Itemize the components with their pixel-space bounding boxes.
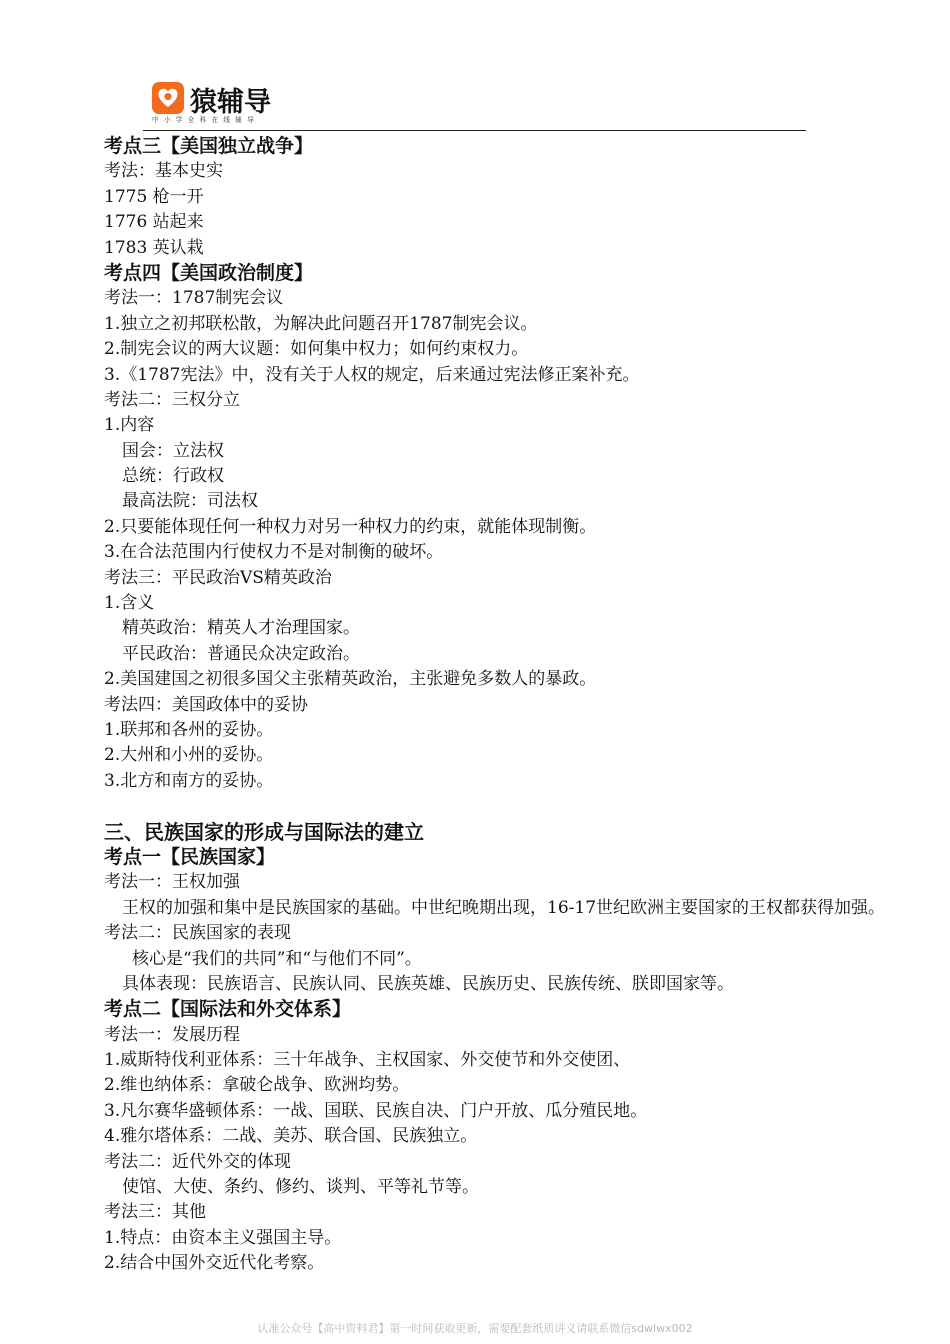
- kd2-m1-line-1: 1.威斯特伐利亚体系：三十年战争、主权国家、外交使节和外交使团、: [104, 1050, 631, 1071]
- kd1-m2-core: 核心是“我们的共同”和“与他们不同”。: [132, 948, 422, 969]
- kd2-m2-text: 使馆、大使、条约、修约、谈判、平等礼节等。: [122, 1177, 479, 1198]
- kaodian-1-heading: 考点一【民族国家】: [104, 845, 276, 868]
- m3-sub-elite: 精英政治：精英人才治理国家。: [122, 618, 360, 639]
- kd1-m2-detail: 具体表现：民族语言、民族认同、民族英雄、民族历史、民族传统、朕即国家等。: [122, 973, 734, 994]
- m3-sub-civilian: 平民政治：普通民众决定政治。: [122, 643, 360, 664]
- m2-item-1: 1.内容: [104, 415, 155, 436]
- m2-sub-president: 总统：行政权: [122, 466, 224, 487]
- brand-logo-icon: [152, 82, 184, 114]
- m1-line-1: 1.独立之初邦联松散，为解决此问题召开1787制宪会议。: [104, 313, 538, 334]
- kd1-m1-title: 考法一：王权加强: [104, 872, 240, 893]
- kd2-m1-line-3: 3.凡尔赛华盛顿体系：一战、国联、民族自决、门户开放、瓜分殖民地。: [104, 1100, 648, 1121]
- m1-line-3: 3.《1787宪法》中，没有关于人权的规定，后来通过宪法修正案补充。: [104, 364, 640, 385]
- m2-sub-court: 最高法院：司法权: [122, 491, 258, 512]
- m2-sub-congress: 国会：立法权: [122, 440, 224, 461]
- kaodian-3-heading: 考点三【美国独立战争】: [104, 135, 314, 157]
- m3-line-2: 2.美国建国之初很多国父主张精英政治，主张避免多数人的暴政。: [104, 669, 597, 690]
- kd3-method: 考法：基本史实: [104, 161, 223, 182]
- kd3-line-1783: 1783 英认栽: [104, 237, 204, 258]
- m4-line-2: 2.大州和小州的妥协。: [104, 745, 274, 766]
- section-3-title: 三、民族国家的形成与国际法的建立: [104, 819, 424, 844]
- kd2-m2-title: 考法二：近代外交的体现: [104, 1151, 291, 1172]
- kd1-m2-title: 考法二：民族国家的表现: [104, 923, 291, 944]
- kd2-m1-line-2: 2.维也纳体系：拿破仑战争、欧洲均势。: [104, 1075, 410, 1096]
- m2-title: 考法二：三权分立: [104, 389, 240, 410]
- document-body: [104, 134, 894, 1277]
- m3-title: 考法三：平民政治VS精英政治: [104, 567, 332, 588]
- m4-line-1: 1.联邦和各州的妥协。: [104, 719, 274, 740]
- m4-line-3: 3.北方和南方的妥协。: [104, 770, 274, 791]
- kd1-m1-paragraph: 王权的加强和集中是民族国家的基础。中世纪晚期出现，16-17世纪欧洲主要国家的王权都获得加强。: [122, 897, 886, 918]
- kaodian-4-heading: 考点四【美国政治制度】: [104, 261, 314, 284]
- m3-item-1: 1.含义: [104, 593, 155, 614]
- brand-tagline: 中小学全科在线辅导: [152, 116, 260, 124]
- kd2-m1-line-4: 4.雅尔塔体系：二战、美苏、联合国、民族独立。: [104, 1126, 478, 1147]
- footer-watermark: 认准公众号【高中资料君】第一时间获取更新，需要配套纸质讲义请联系微信sdwlwx002: [257, 1322, 693, 1335]
- kd3-line-1776: 1776 站起来: [104, 212, 204, 233]
- brand-name: 猿辅导: [190, 87, 271, 118]
- kaodian-2-heading: 考点二【国际法和外交体系】: [104, 998, 352, 1021]
- spacer: [104, 794, 894, 819]
- kd2-m3-line-2: 2.结合中国外交近代化考察。: [104, 1253, 325, 1274]
- kd2-m1-title: 考法一：发展历程: [104, 1024, 240, 1045]
- m1-title: 考法一：1787制宪会议: [104, 288, 284, 309]
- brand-header: [152, 80, 312, 124]
- kd2-m3-line-1: 1.特点：由资本主义强国主导。: [104, 1227, 342, 1248]
- m1-line-2: 2.制宪会议的两大议题：如何集中权力；如何约束权力。: [104, 339, 529, 360]
- m2-line-2: 2.只要能体现任何一种权力对另一种权力的约束，就能体现制衡。: [104, 516, 597, 537]
- kd3-line-1775: 1775 枪一开: [104, 186, 204, 207]
- header-divider: [143, 130, 806, 131]
- m4-title: 考法四：美国政体中的妥协: [104, 694, 308, 715]
- m2-line-3: 3.在合法范围内行使权力不是对制衡的破坏。: [104, 542, 444, 563]
- kd2-m3-title: 考法三：其他: [104, 1202, 206, 1223]
